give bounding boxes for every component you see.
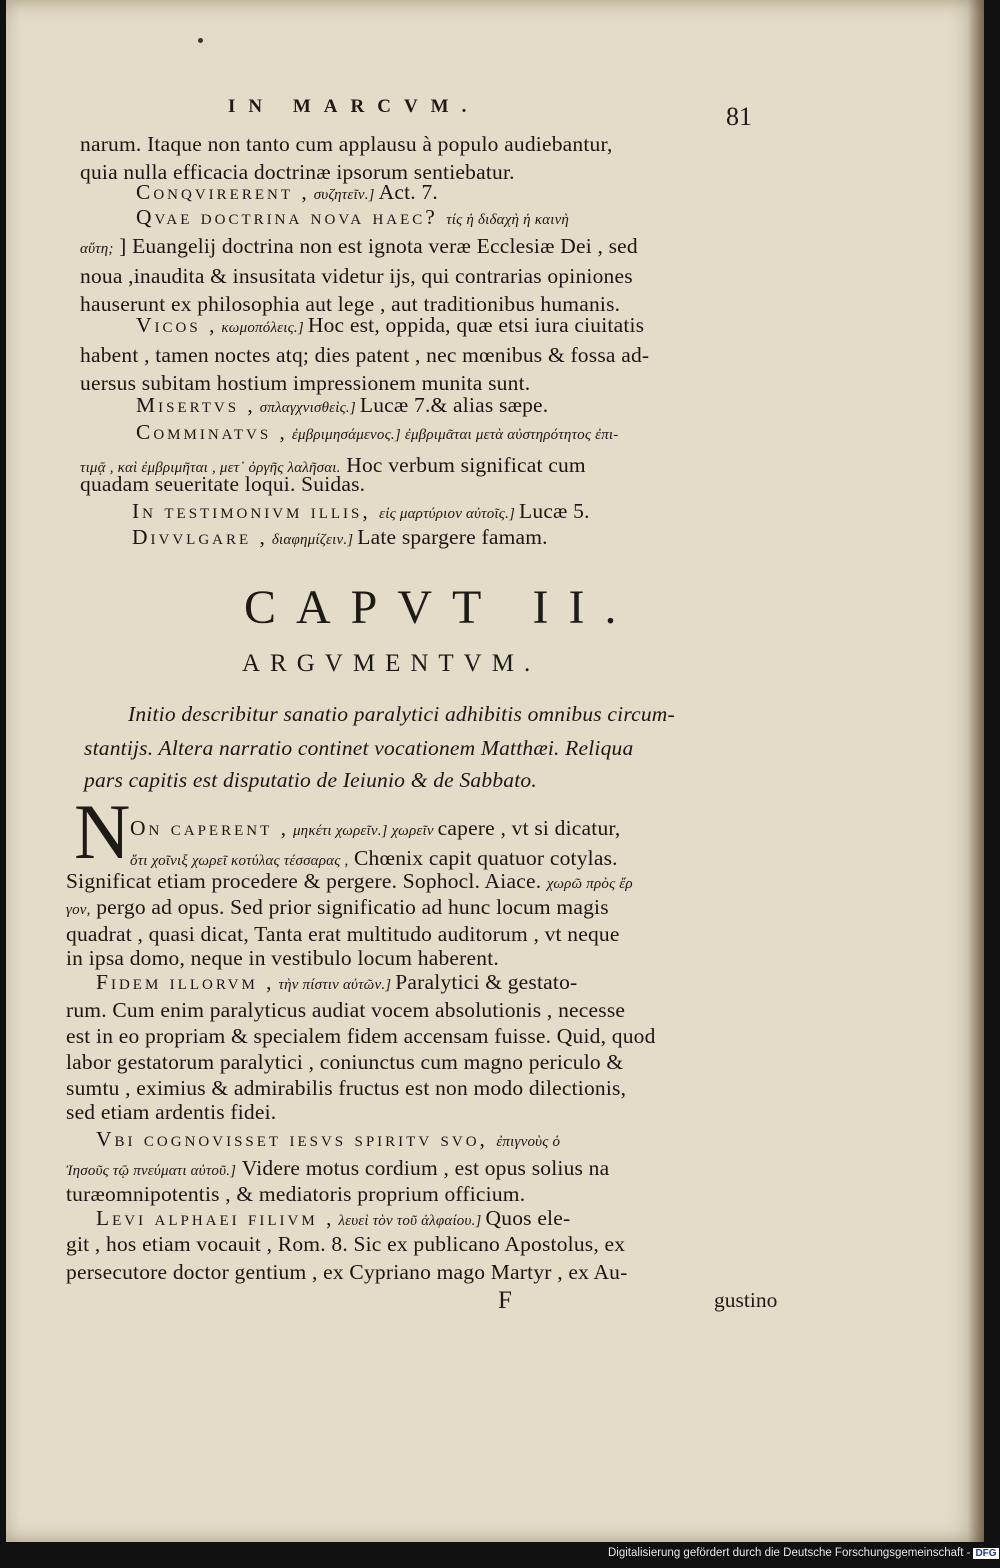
latin-text: Videre motus cordium , est opus solius na (236, 1156, 610, 1180)
greek-text: χωρῶ πρὸς ἔρ (546, 876, 633, 892)
text-line (66, 1076, 626, 1101)
greek-text: ἐμβριμησάμενος.] ἐμβριμᾶται μετὰ αὐστηρότητος ἐπι- (287, 427, 619, 443)
latin-text: noua ,inaudita & insusitata videtur ijs, qui contrarias opiniones (80, 264, 633, 288)
catchword: gustino (714, 1288, 778, 1312)
text-line (66, 946, 499, 971)
text-line (66, 922, 620, 947)
italic-text: stantijs. Altera narratio continet vocationem Matthæi. Reliqua (84, 736, 634, 760)
latin-text: Significat etiam procedere & pergere. Sophocl. Aiace. (66, 869, 547, 893)
latin-text: turæomnipotentis , & mediatoris proprium officium. (66, 1182, 526, 1206)
text-line (66, 1182, 525, 1207)
text-line (136, 180, 438, 205)
latin-text: narum. Itaque non tanto cum applausu à populo audiebantur, (80, 132, 613, 156)
latin-text: Late spargere famam. (357, 525, 548, 549)
latin-text: Lucæ 5. (519, 499, 590, 523)
text-line (136, 313, 644, 338)
lemma-smallcaps: Conqvirerent , (136, 180, 310, 204)
text-line (80, 472, 365, 497)
latin-text: uersus subitam hostium impressionem munita sunt. (80, 371, 531, 395)
text-line (132, 525, 548, 550)
text-line (128, 702, 675, 727)
lemma-smallcaps: Qvae doctrina nova haec? (136, 205, 447, 229)
text-line (96, 1206, 570, 1231)
greek-text: τίς ἡ διδαχὴ ἡ καινὴ (446, 212, 570, 228)
italic-text: pars capitis est disputatio de Ieiunio & de Sabbato. (84, 768, 537, 792)
text-line (66, 998, 625, 1023)
latin-text: Chœnix capit quatuor cotylas. (348, 846, 618, 870)
latin-text: capere , vt si dicatur, (437, 816, 621, 840)
text-line (66, 895, 609, 920)
book-page (6, 0, 984, 1542)
latin-text: quadam seueritate loqui. Suidas. (80, 472, 366, 496)
chapter-title: CAPVT II. (244, 581, 637, 634)
latin-text: Quos ele- (485, 1206, 571, 1230)
latin-text: est in eo propriam & specialem fidem accensam fuisse. Quid, quod (66, 1024, 656, 1048)
text-line (132, 499, 590, 524)
lemma-smallcaps: Levi alphaei filivm , (96, 1206, 335, 1230)
text-line (130, 816, 620, 841)
greek-text: κωμοπόλεις.] (217, 320, 308, 336)
text-line (66, 1260, 628, 1285)
lemma-smallcaps: Divvlgare , (132, 525, 268, 549)
greek-text: μηκέτι χωρεῖν.] χωρεῖν (289, 823, 438, 839)
greek-text: ἐπιγνοὺς ὁ (496, 1134, 561, 1150)
lemma-smallcaps: In testimonivm illis, (132, 499, 380, 523)
text-line (96, 1127, 560, 1152)
lemma-smallcaps: Misertvs , (136, 393, 256, 417)
latin-text: persecutore doctor gentium , ex Cypriano mago Martyr , ex Au- (66, 1260, 628, 1284)
text-line (96, 970, 577, 995)
credit-text: Digitalisierung gefördert durch die Deutsche Forschungsgemeinschaft - (608, 1547, 971, 1559)
text-line (80, 343, 649, 368)
greek-text: λευεὶ τὸν τοῦ ἀλφαίου.] (334, 1213, 486, 1229)
lemma-smallcaps: Fidem illorvm , (96, 970, 275, 994)
latin-text: Act. 7. (378, 180, 438, 204)
running-head: IN MARCVM. (228, 96, 480, 117)
argumentum-heading: ARGVMENTVM. (242, 650, 541, 677)
lemma-smallcaps: On caperent , (130, 816, 289, 840)
latin-text: habent , tamen noctes atq; dies patent , nec mœnibus & fossa ad- (80, 343, 650, 367)
text-line (130, 846, 618, 871)
latin-text: ] Euangelij doctrina non est ignota veræ Ecclesiæ Dei , sed (113, 234, 638, 258)
latin-text: git , hos etiam vocauit , Rom. 8. Sic ex publicano Apostolus, ex (66, 1232, 626, 1256)
greek-text: σπλαγχνισθεὶς.] (255, 400, 360, 416)
text-line (84, 736, 633, 761)
text-line (66, 1232, 625, 1257)
greek-text: αὕτη; (80, 241, 114, 257)
lemma-smallcaps: Vbi cognovisset iesvs spiritv svo, (96, 1127, 497, 1151)
lemma-smallcaps: Vicos , (136, 313, 218, 337)
text-line (66, 1024, 656, 1049)
latin-text: hauserunt ex philosophia aut lege , aut traditionibus humanis. (80, 292, 621, 316)
latin-text: rum. Cum enim paralyticus audiat vocem absolutionis , necesse (66, 998, 626, 1022)
page-number: 81 (726, 102, 752, 131)
greek-text: ὅτι χοῖνιξ χωρεῖ κοτύλας τέσσαρας , (130, 853, 349, 869)
drop-cap: N (74, 788, 131, 875)
text-line (80, 234, 638, 259)
greek-text: γον, (66, 902, 91, 918)
latin-text: labor gestatorum paralytici , coniunctus cum magno periculo & (66, 1050, 624, 1074)
greek-text: τιμᾷ , καὶ ἐμβριμῆται , μετ᾽ ὀργῆς λαλῆσαι. (80, 460, 341, 476)
greek-text: τὴν πίστιν αὐτῶν.] (274, 977, 396, 993)
greek-text: διαφημίζειν.] (267, 532, 358, 548)
dfg-logo: DFG (975, 1548, 997, 1559)
text-line (66, 1156, 609, 1181)
greek-text: συζητεῖν.] (309, 187, 379, 203)
latin-text: in ipsa domo, neque in vestibulo locum haberent. (66, 946, 499, 970)
latin-text: Lucæ 7.& alias sæpe. (359, 393, 549, 417)
text-line (136, 420, 618, 445)
latin-text: Hoc est, oppida, quæ etsi iura ciuitatis (307, 313, 645, 337)
greek-text: εἰς μαρτύριον αὐτοῖς.] (379, 506, 520, 522)
lemma-smallcaps: Comminatvs , (136, 420, 288, 444)
digitization-credit (608, 1547, 999, 1559)
latin-text: quia nulla efficacia doctrinæ ipsorum sentiebatur. (80, 160, 515, 184)
latin-text: Paralytici & gestato- (395, 970, 578, 994)
text-line (66, 869, 633, 894)
latin-text: sumtu , eximius & admirabilis fructus est non modo dilectionis, (66, 1076, 627, 1100)
latin-text: pergo ad opus. Sed prior significatio ad hunc locum magis (90, 895, 609, 919)
latin-text: quadrat , quasi dicat, Tanta erat multitudo auditorum , vt neque (66, 922, 620, 946)
signature-mark: F (498, 1287, 512, 1314)
text-line (80, 132, 613, 157)
latin-text: Hoc verbum significat cum (340, 453, 586, 477)
ink-speck (198, 38, 203, 43)
text-line (84, 768, 537, 793)
greek-text: Ἰησοῦς τῷ πνεύματι αὐτοῦ.] (66, 1163, 237, 1179)
page-gutter-shadow (968, 0, 984, 1542)
text-line (136, 393, 548, 418)
latin-text: sed etiam ardentis fidei. (66, 1100, 277, 1124)
italic-text: Initio describitur sanatio paralytici adhibitis omnibus circum- (128, 702, 675, 726)
text-line (66, 1100, 276, 1125)
text-line (136, 205, 569, 230)
text-line (80, 264, 633, 289)
text-line (66, 1050, 623, 1075)
